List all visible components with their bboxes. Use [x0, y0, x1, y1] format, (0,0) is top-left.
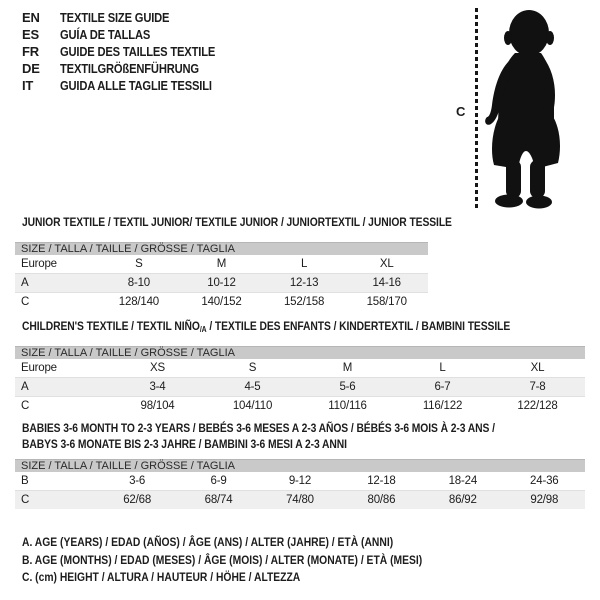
size-value-cell: 92/98 — [530, 494, 559, 506]
height-label-c: C — [456, 104, 466, 119]
size-value-cell: 7-8 — [529, 381, 546, 393]
babies-title-line2: BABYS 3-6 MONATE BIS 2-3 JAHRE / BAMBINI 3-6 MESI A 2-3 ANNI — [22, 437, 347, 451]
babies-table-title — [22, 420, 572, 452]
language-code: DE — [22, 61, 40, 76]
size-value-cell: M — [342, 362, 353, 374]
row-label-cell: A — [21, 277, 29, 289]
table-row — [15, 255, 428, 274]
size-value-cell: 4-5 — [244, 381, 261, 393]
size-value-cell: 122/128 — [517, 400, 558, 412]
size-value-cell: L — [439, 362, 446, 374]
size-value-cell: 110/116 — [328, 400, 367, 412]
row-label-cell: C — [21, 494, 30, 506]
language-title: TEXTILE SIZE GUIDE — [60, 10, 170, 25]
row-label-cell: B — [21, 475, 29, 487]
language-code: FR — [22, 44, 39, 59]
row-label-cell: Europe — [21, 362, 57, 374]
language-row — [22, 26, 240, 43]
row-label-cell: Europe — [21, 258, 57, 270]
size-value-cell: 104/110 — [232, 400, 273, 412]
language-title: TEXTILGRÖßENFÜHRUNG — [60, 61, 199, 76]
children-size-table — [15, 346, 585, 415]
size-value-cell: 9-12 — [288, 475, 312, 487]
table-row — [15, 378, 585, 397]
size-value-cell: 24-36 — [530, 475, 559, 487]
legend-age-years — [22, 534, 487, 552]
junior-size-table — [15, 242, 428, 311]
size-value-cell: 158/170 — [366, 296, 407, 308]
babies-size-table — [15, 459, 585, 509]
size-value-cell: 98/104 — [140, 400, 175, 412]
size-value-cell: 6-9 — [210, 475, 227, 487]
size-value-cell: 18-24 — [448, 475, 478, 487]
children-title-part1: CHILDREN'S TEXTILE / TEXTIL NIÑO — [22, 319, 200, 333]
language-row — [22, 43, 240, 60]
table-row — [15, 293, 428, 312]
table-row — [15, 274, 428, 293]
legend-height — [22, 569, 487, 587]
legend-height-text: C. (cm) HEIGHT / ALTURA / HAUTEUR / HÖHE / ALTEZZA — [22, 570, 301, 584]
size-value-cell: M — [216, 258, 227, 270]
language-row — [22, 60, 240, 77]
table-row — [15, 397, 585, 416]
size-value-cell: S — [135, 258, 143, 270]
language-code: IT — [22, 78, 34, 93]
size-value-cell: 3-6 — [129, 475, 146, 487]
children-title-subscript: /A — [199, 325, 207, 334]
baby-silhouette-image — [483, 5, 569, 211]
row-label-cell: A — [21, 381, 29, 393]
language-row — [22, 9, 240, 26]
height-measure-dashed-line — [475, 8, 478, 211]
legend-age-months — [22, 552, 487, 570]
size-value-cell: 14-16 — [372, 277, 401, 289]
size-value-cell: XL — [530, 362, 545, 374]
language-row — [22, 77, 240, 94]
language-title: GUIDA ALLE TAGLIE TESSILI — [60, 78, 212, 93]
size-value-cell: 62/68 — [123, 494, 152, 506]
junior-title-text: JUNIOR TEXTILE / TEXTIL JUNIOR/ TEXTILE JUNIOR / JUNIORTEXTIL / JUNIOR TESSILE — [22, 215, 452, 229]
legend-age-months-text: B. AGE (MONTHS) / EDAD (MESES) / ÂGE (MOIS) / ALTER (MONATE) / ETÀ (MESI) — [22, 552, 423, 567]
size-value-cell: 74/80 — [286, 494, 314, 506]
table-row — [15, 472, 585, 491]
babies-title-line1: BABIES 3-6 MONTH TO 2-3 YEARS / BEBÉS 3-6 MESES A 2-3 AÑOS / BÉBÉS 3-6 MOIS À 2-3 ANS / — [22, 421, 495, 435]
size-value-cell: 128/140 — [118, 296, 159, 308]
size-value-cell: 12-13 — [289, 277, 319, 289]
children-title-text — [22, 319, 510, 334]
language-code: ES — [22, 27, 39, 42]
size-value-cell: 8-10 — [127, 277, 150, 289]
language-header — [22, 9, 240, 94]
size-value-cell: 140/152 — [201, 296, 242, 308]
size-value-cell: 116/122 — [422, 400, 463, 412]
language-title: GUÍA DE TALLAS — [60, 27, 151, 42]
size-value-cell: S — [248, 362, 257, 374]
size-value-cell: 10-12 — [207, 277, 236, 289]
size-value-cell: 152/158 — [283, 296, 325, 308]
size-value-cell: XL — [379, 258, 394, 270]
size-value-cell: 3-4 — [149, 381, 166, 393]
size-value-cell: 68/74 — [204, 494, 233, 506]
language-code: EN — [22, 10, 40, 25]
legend — [22, 534, 487, 587]
language-title: GUIDE DES TAILLES TEXTILE — [60, 44, 216, 59]
legend-age-years-text: A. AGE (YEARS) / EDAD (AÑOS) / ÂGE (ANS) / ALTER (JAHRE) / ETÀ (ANNI) — [22, 535, 394, 549]
row-label-cell: C — [21, 296, 30, 308]
size-value-cell: 86/92 — [448, 494, 477, 506]
row-label-cell: C — [21, 400, 30, 412]
size-value-cell: XS — [150, 362, 165, 374]
size-value-cell: 80/86 — [367, 494, 396, 506]
size-value-cell: 12-18 — [367, 475, 396, 487]
size-value-cell: 5-6 — [339, 381, 356, 393]
table-row — [15, 491, 585, 510]
children-title-part2: / TEXTILE DES ENFANTS / KINDERTEXTIL / BAMBINI TESSILE — [206, 319, 511, 333]
children-table-title — [22, 319, 590, 334]
junior-table-title — [22, 215, 522, 229]
size-value-cell: L — [300, 258, 308, 270]
size-header-bar: SIZE / TALLA / TAILLE / GRÖSSE / TAGLIA — [15, 346, 585, 359]
size-header-bar: SIZE / TALLA / TAILLE / GRÖSSE / TAGLIA — [15, 459, 585, 472]
size-header-bar: SIZE / TALLA / TAILLE / GRÖSSE / TAGLIA — [15, 242, 428, 255]
size-value-cell: 6-7 — [434, 381, 451, 393]
table-row — [15, 359, 585, 378]
